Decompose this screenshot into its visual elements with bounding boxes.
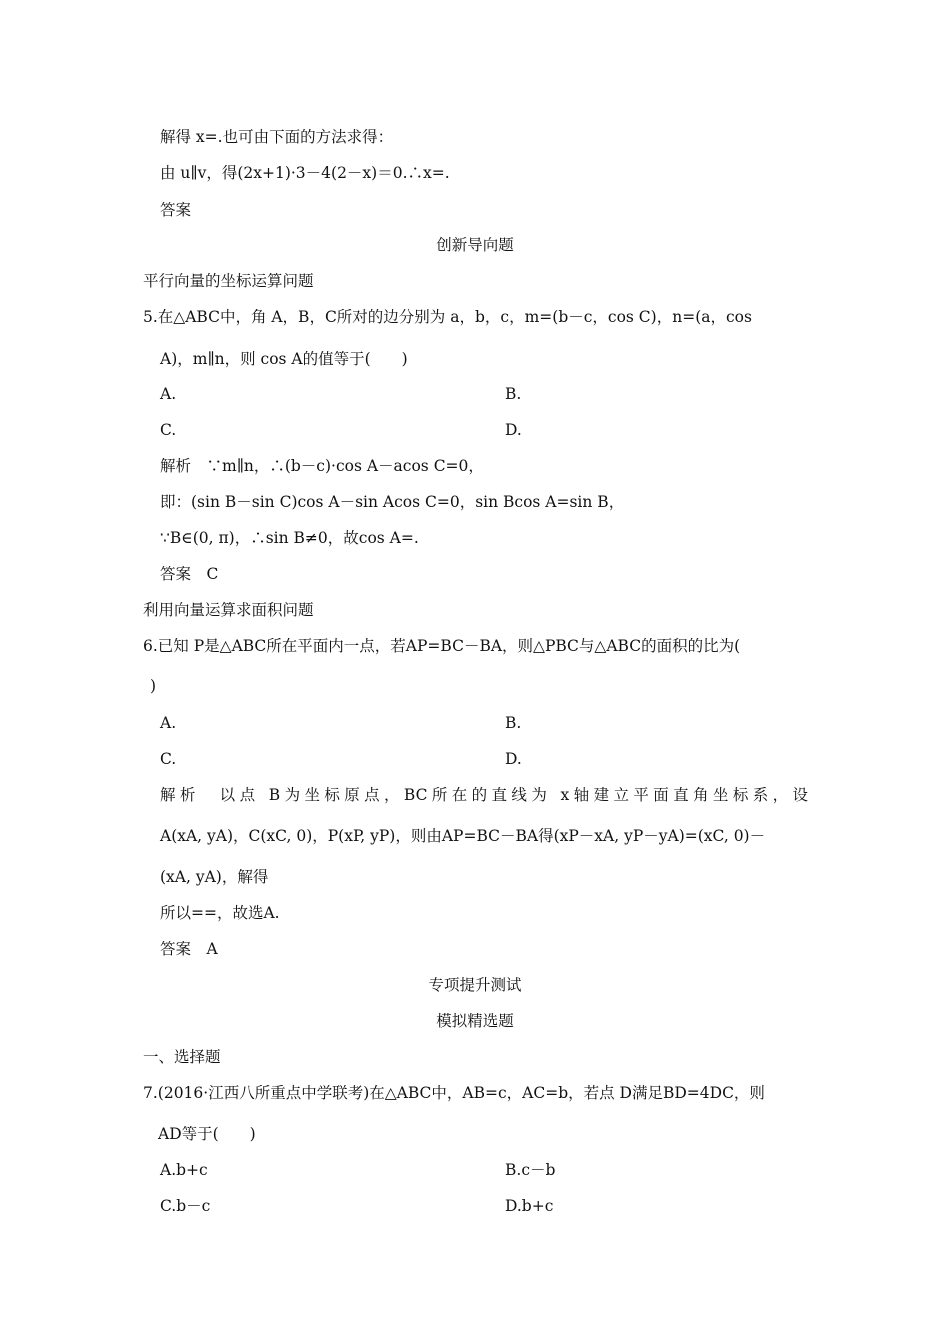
subsection-heading: 平行向量的坐标运算问题 (143, 272, 314, 290)
option-d: D.b+c (505, 1197, 554, 1215)
solution-line: 解析 ∵m∥n，∴(b－c)·cos A－acos C=0， (160, 457, 484, 475)
solution-line: 解析 以点 B为坐标原点，BC所在的直线为 x轴建立平面直角坐标系，设 (160, 786, 808, 804)
question-6-stem: 6.已知 P是△ABC所在平面内一点，若AP=BC－BA，则△PBC与△ABC的面积的比为( (143, 637, 741, 655)
option-b: B. (505, 385, 522, 403)
subsection-heading: 利用向量运算求面积问题 (143, 601, 314, 619)
section-heading: 专项提升测试 (428, 976, 522, 994)
solution-line: 所以==，故选A. (160, 904, 280, 922)
question-7-stem-cont: AD等于( ) (158, 1125, 256, 1143)
question-7-stem: 7.(2016·江西八所重点中学联考)在△ABC中，AB=c，AC=b，若点 D满足BD=4DC，则 (143, 1084, 765, 1102)
option-c: C.b－c (160, 1197, 211, 1215)
option-b: B. (505, 714, 522, 732)
section-heading: 创新导向题 (436, 236, 514, 254)
section-heading: 模拟精选题 (436, 1012, 514, 1030)
answer-line: 答案 A (160, 940, 218, 958)
answer-label: 答案 (160, 201, 192, 219)
solution-line: (xA, yA)，解得 (160, 868, 269, 886)
solution-line: A(xA, yA)，C(xC, 0)，P(xP, yP)，则由AP=BC－BA得(xP－xA, yP－yA)=(xC, 0)－ (160, 827, 766, 845)
question-6-stem-cont: ) (150, 677, 157, 695)
option-a: A.b+c (160, 1161, 208, 1179)
question-5-stem: 5.在△ABC中，角 A，B，C所对的边分别为 a，b，c，m=(b－c，cos C)，n=(a，cos (143, 308, 752, 326)
option-c: C. (160, 421, 177, 439)
solution-line: ∵B∈(0, π)，∴sin B≠0，故cos A=. (160, 529, 419, 547)
subsection-heading: 一、选择题 (143, 1048, 221, 1066)
option-a: A. (160, 385, 177, 403)
option-d: D. (505, 421, 522, 439)
option-c: C. (160, 750, 177, 768)
option-a: A. (160, 714, 177, 732)
text-line: 由 u∥v，得(2x+1)·3－4(2－x)＝0.∴x=. (160, 164, 450, 182)
question-5-stem-cont: A)，m∥n，则 cos A的值等于( ) (160, 350, 408, 368)
option-d: D. (505, 750, 522, 768)
option-b: B.c－b (505, 1161, 556, 1179)
text-line: 解得 x=.也可由下面的方法求得： (160, 128, 394, 146)
solution-line: 即：(sin B－sin C)cos A－sin Acos C=0，sin Bcos A=sin B， (160, 493, 625, 511)
answer-line: 答案 C (160, 565, 219, 583)
